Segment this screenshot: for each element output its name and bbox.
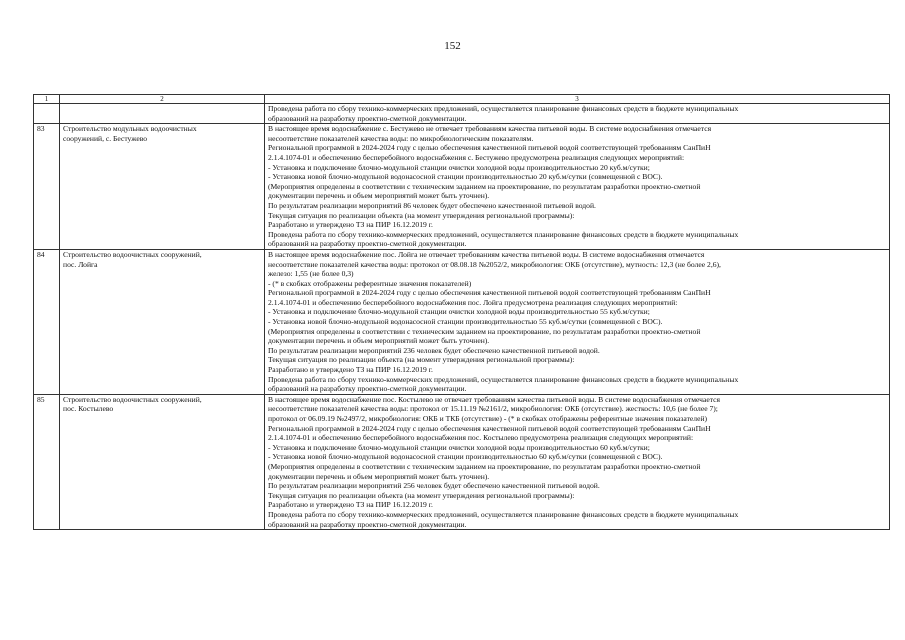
text-line: несоответствие показателей качества воды: протокол от 08.08.18 №2052/2, микробиология: ОКБ (отсутствие), мутность: 12,3 (не более 2,6), [268, 259, 721, 269]
text-line: документации перечень и объем мероприятий может быть уточнен). [268, 191, 490, 201]
text-line: По результатам реализации мероприятий 86 человек будет обеспечено качественной питьевой водой. [268, 200, 596, 210]
text-line: - (* в скобках отображены референтные значения показателей) [268, 278, 472, 288]
text-line: Разработано и утверждено ТЗ на ПИР 16.12.2019 г. [268, 500, 433, 510]
text-line: 2.1.4.1074-01 и обеспечению бесперебойного водоснабжения с. Бестужево предусмотрена реализация следующих мероприятий: [268, 152, 685, 162]
project-name-line: Строительство водоочистных сооружений, [63, 249, 202, 259]
text-line: образований на разработку проектно-сметной документации. [268, 239, 467, 249]
text-line: Разработано и утверждено ТЗ на ПИР 16.12.2019 г. [268, 220, 433, 230]
text-line: Проведена работа по сбору технико-коммерческих предложений, осуществляется планирование финансовых средств в бюджете муниципальных [268, 374, 739, 384]
text-line: 2.1.4.1074-01 и обеспечению бесперебойного водоснабжения пос. Лойга предусмотрена реализация следующих мероприятий: [268, 297, 678, 307]
text-line: документации перечень и объем мероприятий может быть уточнен). [268, 471, 490, 481]
text-line: Разработано и утверждено ТЗ на ПИР 16.12.2019 г. [268, 365, 433, 375]
project-description-cell [265, 394, 890, 529]
table-row [34, 124, 890, 250]
text-line: - Установка и подключение блочно-модульной станции очистки холодной воды производительностью 20 куб.м/сутки; [268, 162, 650, 172]
text-line: Проведена работа по сбору технико-коммерческих предложений, осуществляется планирование финансовых средств в бюджете муниципальных [268, 104, 739, 113]
text-line: По результатам реализации мероприятий 256 человек будет обеспечено качественной питьевой водой. [268, 481, 600, 491]
project-name-line: сооружений, с. Бестужево [63, 133, 148, 143]
text-line: - Установка и подключение блочно-модульной станции очистки холодной воды производительностью 55 куб.м/сутки; [268, 307, 650, 317]
project-name-cell [60, 394, 265, 529]
text-line: Региональной программой в 2024-2024 году с целью обеспечения качественной питьевой водой соответствующей требованиям СанПиН [268, 143, 711, 153]
project-description-cell [265, 124, 890, 250]
continuation-row [34, 104, 890, 124]
text-line: Текущая ситуация по реализации объекта (на момент утверждения региональной программы): [268, 210, 575, 220]
column-header-3: 3 [265, 95, 890, 104]
text-line: 2.1.4.1074-01 и обеспечению бесперебойного водоснабжения пос. Костылево предусмотрена реализация следующих мероприятий: [268, 433, 694, 443]
text-line: В настоящее время водоснабжение пос. Лойга не отвечает требованиям качества питьевой воды. В системе водоснабжения отмечается [268, 249, 705, 259]
project-name-line: пос. Костылево [63, 404, 114, 414]
table-row [34, 394, 890, 529]
text-line: протокол от 06.09.19 №2497/2, микробиология: ОКБ и ТКБ (отсутствие) - (* в скобках отображены референтные значения показателей) [268, 414, 708, 423]
text-line: Региональной программой в 2024-2024 году с целью обеспечения качественной питьевой водой соответствующей требованиям СанПиН [268, 423, 711, 433]
project-name-cell [60, 124, 265, 250]
text-line: - Установка новой блочно-модульной водонасосной станции производительностью 55 куб.м/сутки (совмещенной с ВОС). [268, 317, 663, 327]
continuation-num-cell [34, 104, 60, 124]
text-line: Текущая ситуация по реализации объекта (на момент утверждения региональной программы): [268, 355, 575, 365]
text-line: В настоящее время водоснабжение с. Бестужево не отвечает требованиям качества питьевой воды. В системе водоснабжения отмечается [268, 124, 712, 134]
project-name-line: Строительство водоочистных сооружений, [63, 394, 202, 404]
row-number: 83 [34, 124, 60, 250]
continuation-name-cell [60, 104, 265, 124]
text-line: Текущая ситуация по реализации объекта (на момент утверждения региональной программы): [268, 490, 575, 500]
text-line: - Установка и подключение блочно-модульной станции очистки холодной воды производительностью 60 куб.м/сутки; [268, 442, 650, 452]
text-line: несоответствие показателей качества воды: по микробиологическим показателям. [268, 133, 534, 143]
text-line: (Мероприятия определены в соответствии с техническим заданием на проектирование, по результатам разработки проектно-сметной [268, 461, 701, 471]
text-line: образований на разработку проектно-сметной документации. [268, 519, 467, 529]
text-line: В настоящее время водоснабжение пос. Костылево не отвечает требованиям качества питьевой воды. В системе водоснабжения отмечается [268, 394, 721, 404]
project-name-line: Строительство модульных водоочистных [63, 124, 197, 134]
project-name-cell [60, 249, 265, 394]
column-header-row [34, 95, 890, 104]
projects-table [33, 94, 890, 530]
text-line: несоответствие показателей качества воды: протокол от 15.11.19 №2161/2, микробиология: ОКБ (отсутствие). жесткость: 10,6 (не более 7); [268, 404, 718, 414]
text-line: образований на разработку проектно-сметной документации. [268, 113, 467, 123]
text-line: Проведена работа по сбору технико-коммерческих предложений, осуществляется планирование финансовых средств в бюджете муниципальных [268, 229, 739, 239]
column-header-1: 1 [34, 95, 60, 104]
project-description-cell [265, 249, 890, 394]
table-row [34, 249, 890, 394]
text-line: - Установка новой блочно-модульной водонасосной станции производительностью 60 куб.м/сутки (совмещенной с ВОС). [268, 452, 663, 462]
text-line: По результатам реализации мероприятий 236 человек будет обеспечено качественной питьевой водой. [268, 345, 600, 355]
text-line: (Мероприятия определены в соответствии с техническим заданием на проектирование, по результатам разработки проектно-сметной [268, 326, 701, 336]
page-number: 152 [444, 40, 461, 52]
text-line: Региональной программой в 2024-2024 году с целью обеспечения качественной питьевой водой соответствующей требованиям СанПиН [268, 288, 711, 298]
text-line: (Мероприятия определены в соответствии с техническим заданием на проектирование, по результатам разработки проектно-сметной [268, 181, 701, 191]
column-header-2: 2 [60, 95, 265, 104]
text-line: Проведена работа по сбору технико-коммерческих предложений, осуществляется планирование финансовых средств в бюджете муниципальных [268, 509, 739, 519]
continuation-text-cell [265, 104, 890, 124]
row-number: 85 [34, 394, 60, 529]
text-line: железо: 1,55 (не более 0,3) [268, 269, 354, 279]
text-line: образований на разработку проектно-сметной документации. [268, 384, 467, 394]
text-line: документации перечень и объем мероприятий может быть уточнен). [268, 336, 490, 346]
text-line: - Установка новой блочно-модульной водонасосной станции производительностью 20 куб.м/сутки (совмещенной с ВОС). [268, 172, 663, 182]
row-number: 84 [34, 249, 60, 394]
project-name-line: пос. Лойга [63, 259, 98, 269]
